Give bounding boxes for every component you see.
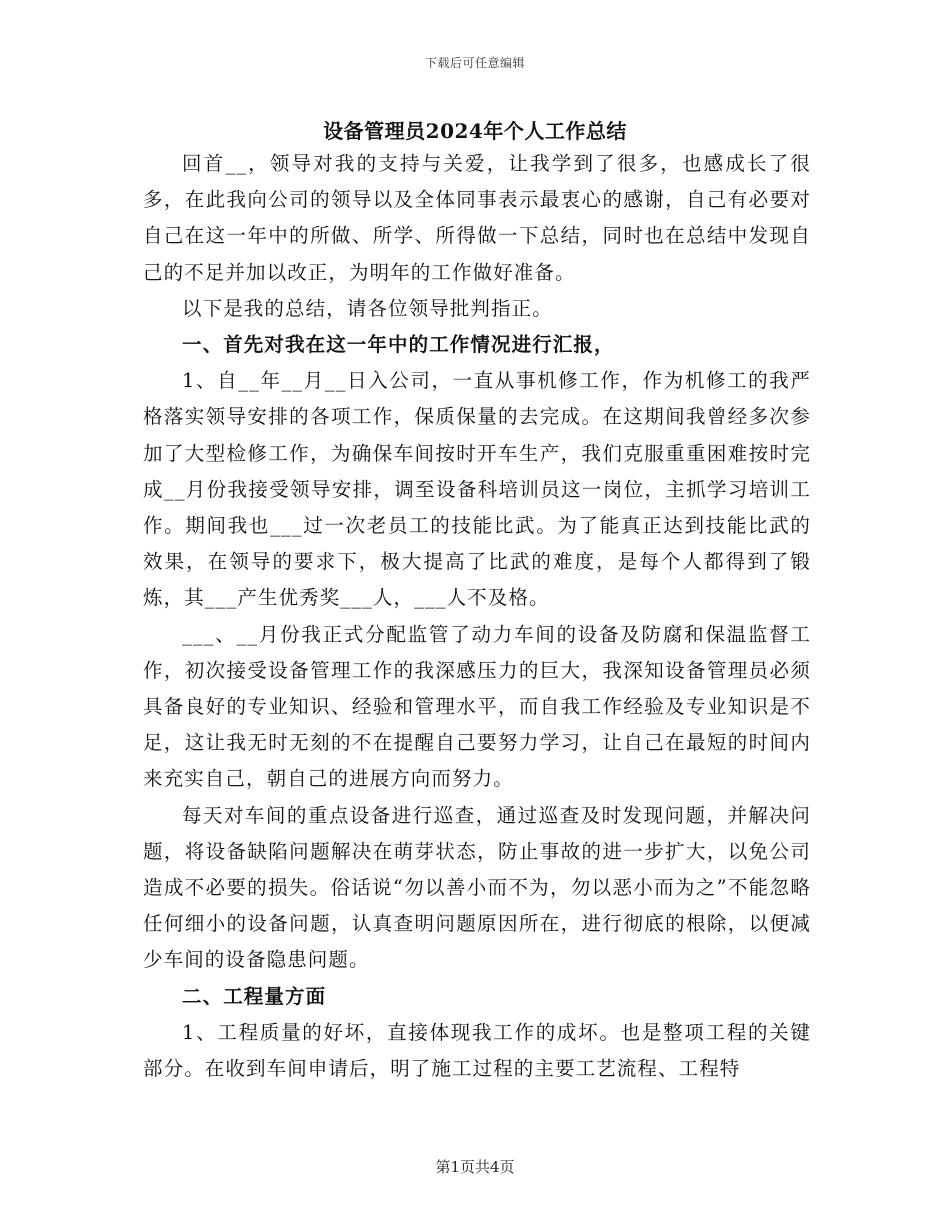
paragraph-inspection: 每天对车间的重点设备进行巡查，通过巡查及时发现问题，并解决问题，将设备缺陷问题解决在萌芽状态，防止事故的进一步扩大，以免公司造成不必要的损失。俗话说“勿以善小而不为，勿以恶小而为之”不能忽略任何细小的设备问题，认真查明问题原因所在，进行彻底的根除，以便减少车间的设备隐患问题。: [143, 803, 811, 972]
document-title: 设备管理员2024年个人工作总结: [323, 119, 627, 143]
paragraph-intro: 回首__，领导对我的支持与关爱，让我学到了很多，也感成长了很多，在此我向公司的领导以及全体同事表示最衷心的感谢，自己有必要对自己在这一年中的所做、所学、所得做一下总结，同时也在总结中发现自己的不足并加以改正，为明年的工作做好准备。: [143, 152, 811, 284]
paragraph-work-2: ___、__月份我正式分配监管了动力车间的设备及防腐和保温监督工作，初次接受设备管理工作的我深感压力的巨大，我深知设备管理员必须具备良好的专业知识、经验和管理水平，而自我工作经验及专业知识是不足，这让我无时无刻的不在提醒自己要努力学习，让自己在最短的时间内来充实自己，朝自己的进展方向而努力。: [143, 622, 811, 791]
paragraph-summary-note: 以下是我的总结，请各位领导批判指正。: [182, 296, 553, 320]
section-heading-1: 一、首先对我在这一年中的工作情况进行汇报，: [182, 333, 615, 357]
document-body: [143, 146, 811, 1087]
section-heading-2: 二、工程量方面: [182, 984, 327, 1008]
header-note: 下载后可任意编辑: [424, 56, 525, 70]
paragraph-quality: 1、工程质量的好坏，直接体现我工作的成坏。也是整项工程的关键部分。在收到车间申请后，明了施工过程的主要工艺流程、工程特: [143, 1020, 811, 1081]
paragraph-work-1: 1、自__年__月__日入公司，一直从事机修工作，作为机修工的我严格落实领导安排的各项工作，保质保量的去完成。在这期间我曾经多次参加了大型检修工作，为确保车间按时开车生产，我们克服重重困难按时完成__月份我接受领导安排，调至设备科培训员这一岗位，主抓学习培训工作。期间我也___过一次老员工的技能比武。为了能真正达到技能比武的效果，在领导的要求下，极大提高了比武的难度，是每个人都得到了锻炼，其___产生优秀奖___人，___人不及格。: [143, 369, 811, 610]
page-number: 第1页共4页: [435, 1158, 515, 1176]
